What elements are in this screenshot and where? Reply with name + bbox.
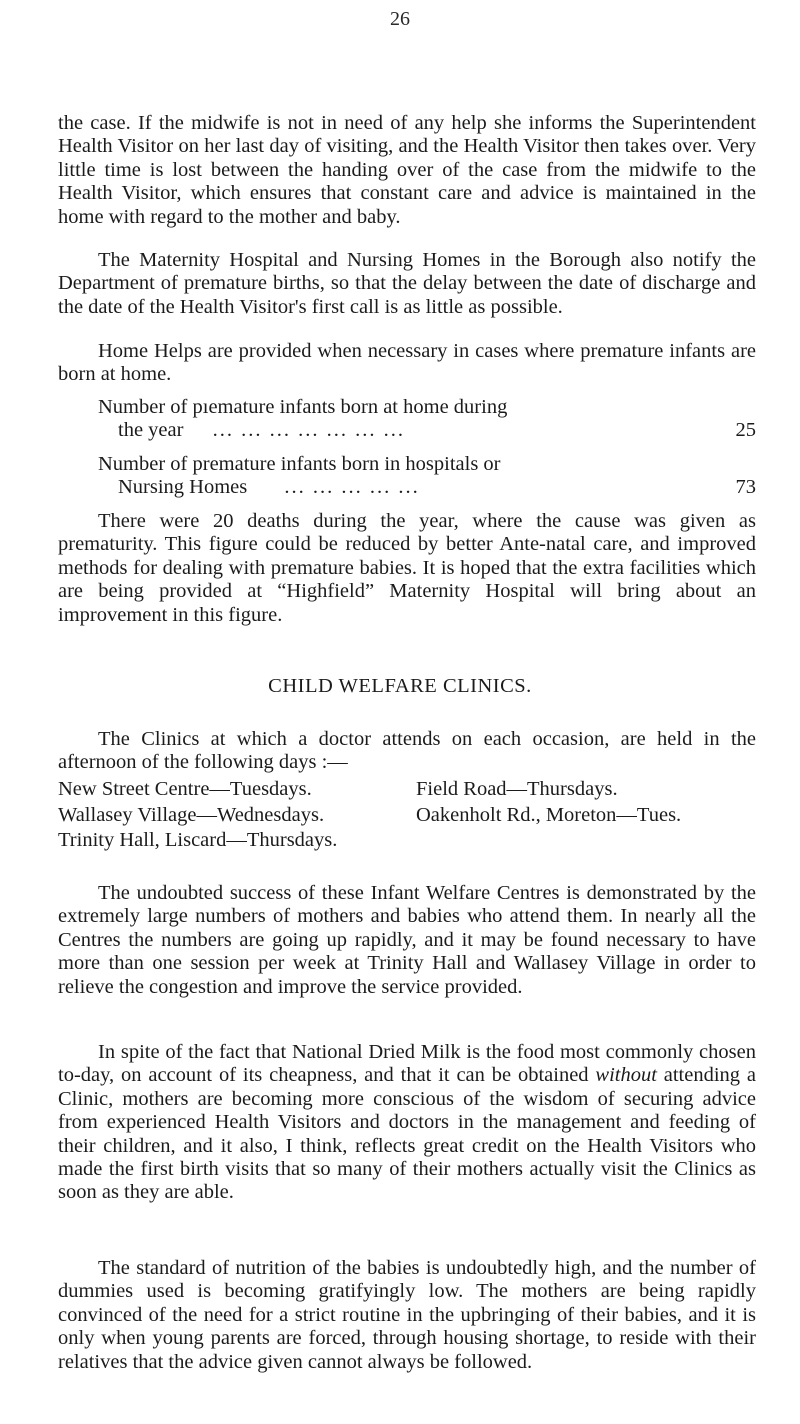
stat-premature-born-hospital bbox=[98, 453, 756, 500]
paragraph-welfare-success bbox=[58, 882, 756, 999]
stat-label-continued bbox=[98, 476, 756, 499]
paragraph-text-part: In spite of the fact that National Dried Milk is the food most commonly chosen to-day, on account of its cheapness, and that it can be obtained bbox=[58, 1041, 756, 1087]
stat-leader-dots: ... ... ... ... ... bbox=[284, 476, 420, 499]
stat-label-line2: the year bbox=[118, 419, 184, 442]
paragraph-text: The Clinics at which a doctor attends on each occasion, are held in the afternoon of the following days :— bbox=[58, 728, 756, 774]
stat-value: 25 bbox=[735, 419, 756, 442]
stat-label: Number of pıemature infants born at home during bbox=[98, 396, 508, 418]
paragraph-text: The undoubted success of these Infant Welfare Centres is demonstrated by the extremely large numbers of mothers and babies who attend them. In nearly all the Centres the numbers are going up rapidly, and it may be found necessary to have more than one session per week at Trinity Hall and Wallasey Village in order to relieve the congestion and improve the service provided. bbox=[58, 882, 756, 998]
paragraph-text: There were 20 deaths during the year, where the cause was given as prematurity. This figure could be reduced by better Ante-natal care, and improved methods for dealing with premature babies. It is hoped that the extra facilities which are being provided at “Highfield” Maternity Hospital will bring about an improvement in this figure. bbox=[58, 510, 756, 626]
stat-label-continued bbox=[98, 419, 756, 442]
clinic-entry: Field Road—Thursdays. bbox=[416, 778, 618, 800]
paragraph-dried-milk bbox=[58, 1041, 756, 1205]
clinic-row bbox=[58, 777, 756, 803]
paragraph-text-part: attending a Clinic, mothers are becoming more conscious of the wisdom of securing advice from experienced Health Visitors and doctors in the management and feeding of their children, and it also, I think, reflects great credit on the Health Visitors who made the first birth visits that so many of their mothers actually visit the Clinics as soon as they are able. bbox=[58, 1064, 756, 1204]
clinic-row bbox=[58, 828, 756, 854]
clinic-entry: Trinity Hall, Liscard—Thursdays. bbox=[58, 829, 338, 851]
emphasis-text: without bbox=[595, 1064, 657, 1087]
clinic-entry: New Street Centre—Tuesdays. bbox=[58, 778, 312, 800]
stat-leader-dots: ... ... ... ... ... ... ... bbox=[212, 419, 405, 442]
clinic-entry bbox=[416, 828, 756, 854]
paragraph-text: the case. If the midwife is not in need of any help she informs the Superintendent Health Visitor on her last day of visiting, and the Health Visitor then takes over. Very little time is lost between the handing over of the case from the midwife to the Health Visitor, which ensures that constant care and advice is maintained in the home with regard to the mother and baby. bbox=[58, 112, 756, 228]
clinic-entry: Wallasey Village—Wednesdays. bbox=[58, 803, 325, 826]
paragraph-home-helps bbox=[58, 340, 756, 387]
paragraph-text: The standard of nutrition of the babies is undoubtedly high, and the number of dummies used is becoming gratifyingly low. The mothers are being rapidly convinced of the need for a strict routine in the upbringing of their babies, and it is only when young parents are forced, through housing shortage, to reside with their relatives that the advice given cannot always be followed. bbox=[58, 1257, 756, 1373]
paragraph-prematurity-deaths bbox=[58, 510, 756, 627]
paragraph-text: The Maternity Hospital and Nursing Homes in the Borough also notify the Department of premature births, so that the delay between the date of discharge and the date of the Health Visitor's first call is as little as possible. bbox=[58, 249, 756, 318]
paragraph-text: Home Helps are provided when necessary in cases where premature infants are born at home. bbox=[58, 340, 756, 386]
paragraph-midwife-handover bbox=[58, 112, 756, 229]
stat-value: 73 bbox=[735, 476, 756, 499]
stat-label-line2: Nursing Homes bbox=[118, 476, 248, 499]
clinic-row bbox=[58, 803, 756, 829]
paragraph-clinic-intro bbox=[58, 728, 756, 775]
paragraph-maternity-notification bbox=[58, 249, 756, 319]
page-number: 26 bbox=[390, 8, 410, 30]
stat-premature-born-home bbox=[98, 396, 756, 443]
clinic-schedule bbox=[58, 777, 756, 854]
stat-label: Number of premature infants born in hospitals or bbox=[98, 453, 501, 475]
clinic-entry: Oakenholt Rd., Moreton—Tues. bbox=[416, 803, 682, 826]
section-heading: CHILD WELFARE CLINICS. bbox=[268, 675, 532, 697]
paragraph-nutrition bbox=[58, 1257, 756, 1374]
paragraph-text bbox=[58, 1041, 756, 1205]
